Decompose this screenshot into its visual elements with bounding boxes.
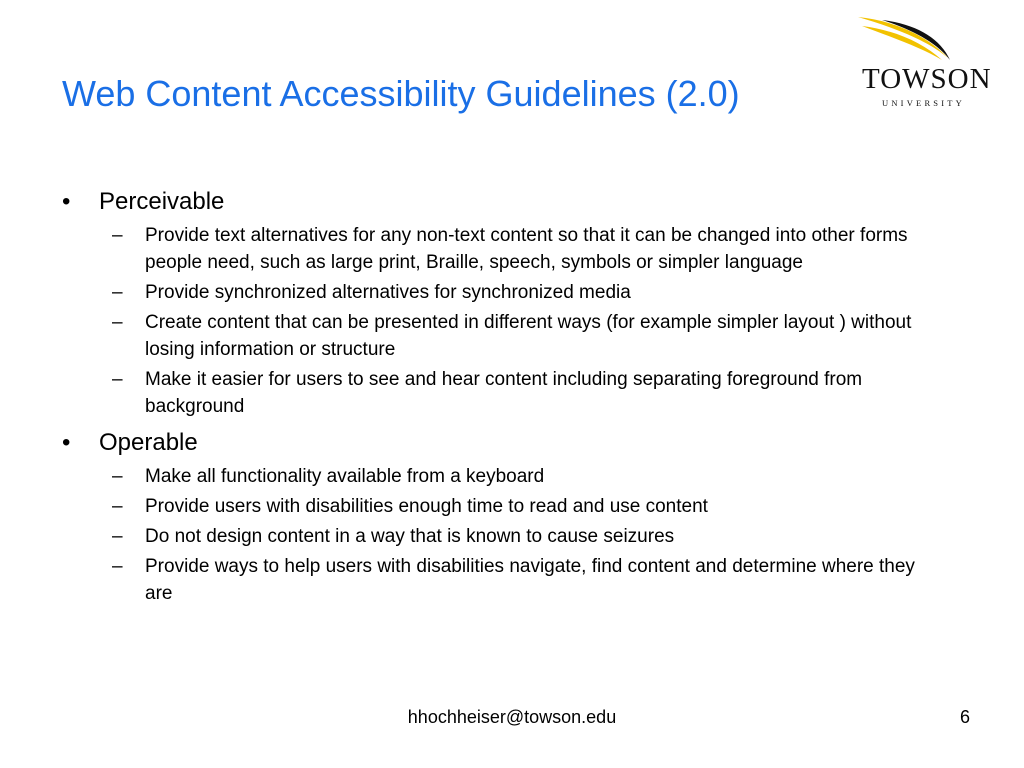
sub-bullet-text: Provide text alternatives for any non-text content so that it can be changed into other forms people need, such as large print, Braille, speech, symbols or simpler language — [145, 225, 908, 273]
towson-university-logo — [852, 14, 1012, 114]
footer-email: hhochheiser@towson.edu — [407, 707, 617, 727]
sub-bullet-item — [62, 523, 931, 550]
bullet-item — [62, 185, 962, 219]
sub-bullet-text: Make it easier for users to see and hear content including separating foreground from background — [145, 369, 863, 417]
dash-marker: – — [112, 225, 123, 246]
section-operable — [62, 426, 962, 607]
sub-bullet-text: Provide users with disabilities enough time to read and use content — [145, 496, 708, 517]
sub-bullet-text: Provide synchronized alternatives for synchronized media — [145, 282, 631, 303]
dash-marker: – — [112, 282, 123, 303]
section-heading: Operable — [99, 429, 198, 456]
bullet-marker: • — [62, 429, 71, 456]
logo-subtitle: UNIVERSITY — [882, 98, 965, 108]
logo-wings-icon — [858, 17, 950, 60]
sub-bullet-item — [62, 279, 931, 306]
page-number: 6 — [959, 707, 970, 727]
dash-marker: – — [112, 556, 123, 577]
dash-marker: – — [112, 466, 123, 487]
logo-wordmark: TOWSON — [862, 63, 992, 95]
sub-bullet-text: Provide ways to help users with disabilities navigate, find content and determine where they are — [145, 556, 915, 604]
sub-bullet-item — [62, 366, 931, 420]
dash-marker: – — [112, 369, 123, 390]
sub-bullet-item — [62, 309, 931, 363]
section-heading: Perceivable — [99, 188, 225, 215]
bullet-marker: • — [62, 188, 71, 215]
dash-marker: – — [112, 496, 123, 517]
slide-content — [62, 185, 962, 610]
sub-bullet-text: Make all functionality available from a keyboard — [145, 466, 545, 487]
slide-title: Web Content Accessibility Guidelines (2.0) — [62, 73, 740, 114]
sub-bullet-item — [62, 493, 931, 520]
sub-bullet-item — [62, 222, 931, 276]
bullet-item — [62, 426, 962, 460]
dash-marker: – — [112, 526, 123, 547]
section-perceivable — [62, 185, 962, 420]
dash-marker: – — [112, 312, 123, 333]
sub-bullet-item — [62, 553, 931, 607]
sub-bullet-item — [62, 463, 931, 490]
sub-bullet-text: Create content that can be presented in different ways (for example simpler layout ) without losing information or structure — [145, 312, 912, 360]
sub-bullet-text: Do not design content in a way that is known to cause seizures — [145, 526, 675, 547]
